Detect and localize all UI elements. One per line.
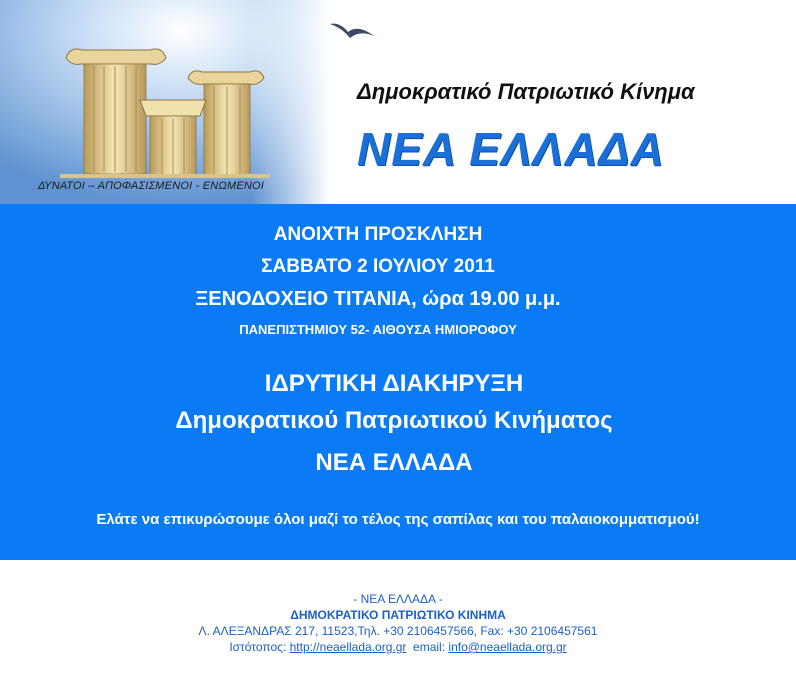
website-label: Ιστότοπος: xyxy=(229,640,287,654)
footer-contacts xyxy=(0,640,796,654)
email-link[interactable]: info@neaellada.org.gr xyxy=(448,640,567,654)
declaration-movement: Δημοκρατικού Πατριωτικού Κινήματος xyxy=(175,407,613,434)
invitation-heading: ΑΝΟΙΧΤΗ ΠΡΟΣΚΛΗΣΗ xyxy=(273,224,483,245)
footer-party-name: - ΝΕΑ ΕΛΛΑΔΑ - xyxy=(353,592,443,606)
event-address: ΠΑΝΕΠΙΣΤΗΜΙΟΥ 52- ΑΙΘΟΥΣΑ ΗΜΙΟΡΟΦΟΥ xyxy=(239,322,517,337)
org-subtitle: Δημοκρατικό Πατριωτικό Κίνημα xyxy=(357,79,695,104)
website-link[interactable]: http://neaellada.org.gr xyxy=(289,640,407,654)
org-title: ΝΕΑ ΕΛΛΑΔΑ xyxy=(357,123,665,175)
email-label: email: xyxy=(413,640,446,654)
ionic-columns-icon xyxy=(0,0,330,204)
event-venue-time: ΞΕΝΟΔΟΧΕΙΟ ΤΙΤΑΝΙΑ, ώρα 19.00 μ.μ. xyxy=(195,288,561,310)
footer-movement: ΔΗΜΟΚΡΑΤΙΚΟ ΠΑΤΡΙΩΤΙΚΟ ΚΙΝΗΜΑ xyxy=(290,608,506,622)
declaration-title: ΙΔΡΥΤΙΚΗ ΔΙΑΚΗΡΥΞΗ xyxy=(264,370,524,397)
footer-address: Λ. ΑΛΕΞΑΝΔΡΑΣ 217, 11523,Τηλ. +30 2106457566, Fax: +30 2106457561 xyxy=(198,624,598,638)
call-to-action: Ελάτε να επικυρώσουμε όλοι μαζί το τέλος της σαπίλας και του παλαιοκομματισμού! xyxy=(96,511,700,528)
header xyxy=(0,0,796,204)
invitation-band xyxy=(0,204,796,560)
declaration-party-name: ΝΕΑ ΕΛΛΑΔΑ xyxy=(315,449,473,476)
seagull-icon xyxy=(328,18,378,46)
slogan: ΔΥΝΑΤΟΙ – ΑΠΟΦΑΣΙΣΜΕΝΟΙ - ΕΝΩΜΕΝΟΙ xyxy=(38,180,265,192)
event-date: ΣΑΒΒΑΤΟ 2 ΙΟΥΛΙΟΥ 2011 xyxy=(261,256,495,277)
footer xyxy=(0,560,796,692)
